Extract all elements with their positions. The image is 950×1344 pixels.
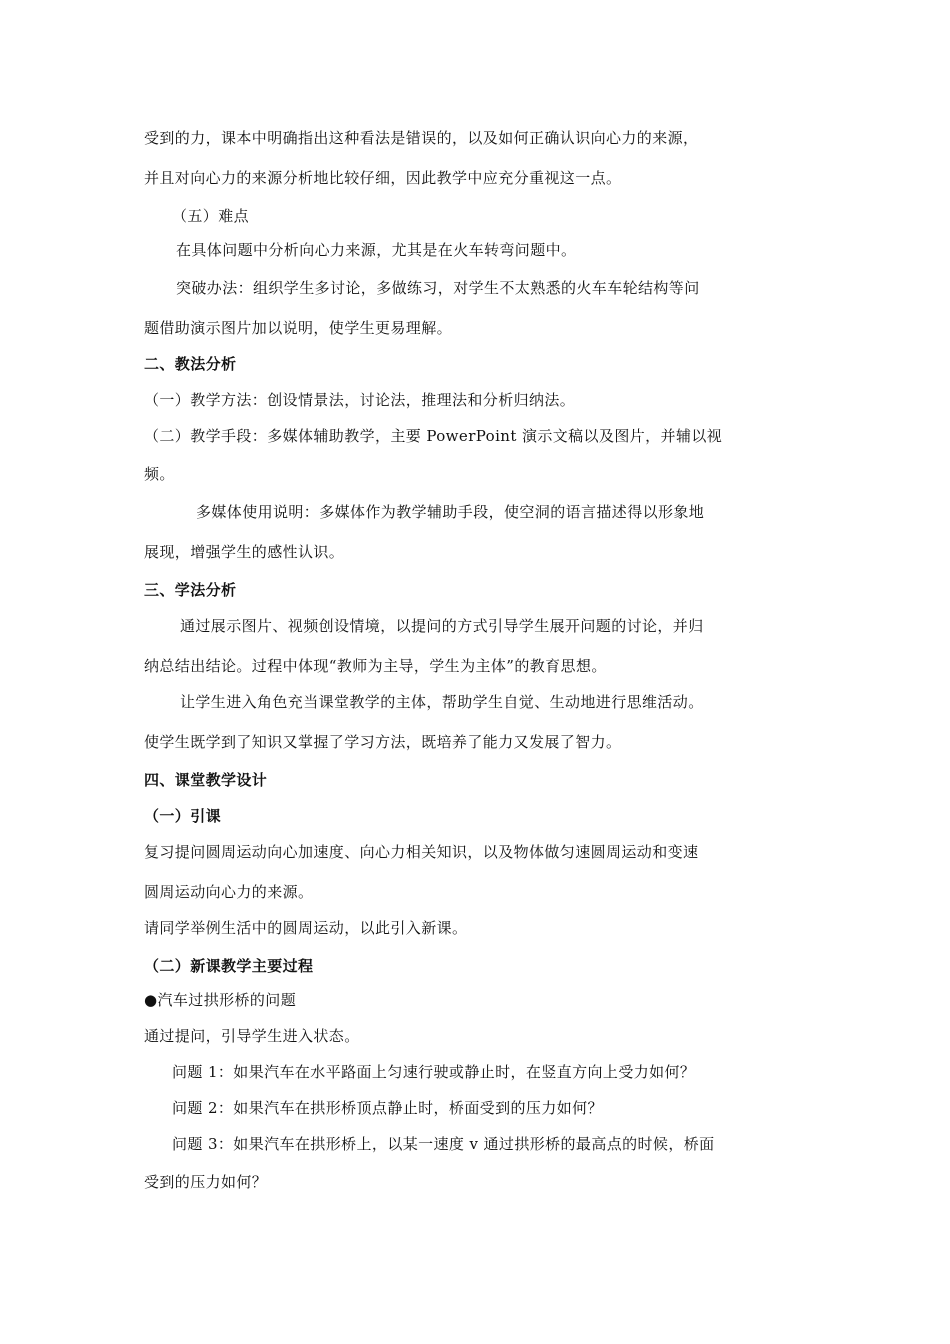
paragraph-line: 受到的力，课本中明确指出这种看法是错误的，以及如何正确认识向心力的来源， — [144, 129, 699, 147]
section-heading: 四、课堂教学设计 — [144, 771, 268, 789]
paragraph-line: 展现，增强学生的感性认识。 — [144, 543, 345, 561]
paragraph-line: 让学生进入角色充当课堂教学的主体，帮助学生自觉、生动地进行思维活动。 — [180, 693, 704, 711]
paragraph-line: 多媒体使用说明：多媒体作为教学辅助手段，使空洞的语言描述得以形象地 — [196, 503, 705, 521]
paragraph-line: 圆周运动向心力的来源。 — [144, 883, 314, 901]
paragraph-line: 复习提问圆周运动向心加速度、向心力相关知识，以及物体做匀速圆周运动和变速 — [144, 843, 699, 861]
paragraph-line: （二）教学手段：多媒体辅助教学，主要 PowerPoint 演示文稿以及图片，并辅以视 — [144, 427, 723, 445]
paragraph-line: 题借助演示图片加以说明，使学生更易理解。 — [144, 319, 453, 337]
question-2: 问题 2：如果汽车在拱形桥顶点静止时，桥面受到的压力如何？ — [172, 1099, 603, 1117]
bullet-item: ●汽车过拱形桥的问题 — [144, 991, 297, 1009]
paragraph-line: 使学生既学到了知识又掌握了学习方法，既培养了能力又发展了智力。 — [144, 733, 622, 751]
question-3: 问题 3：如果汽车在拱形桥上，以某一速度 v 通过拱形桥的最高点的时候，桥面 — [172, 1135, 715, 1153]
paragraph-line: 受到的压力如何？ — [144, 1173, 268, 1191]
paragraph-line: 频。 — [144, 465, 175, 483]
section-heading: 三、学法分析 — [144, 581, 237, 599]
paragraph-line: 通过展示图片、视频创设情境，以提问的方式引导学生展开问题的讨论，并归 — [180, 617, 704, 635]
paragraph-line: 并且对向心力的来源分析地比较仔细，因此教学中应充分重视这一点。 — [144, 169, 622, 187]
paragraph-line: 纳总结出结论。过程中体现“教师为主导，学生为主体”的教育思想。 — [144, 657, 607, 675]
paragraph-line: 通过提问，引导学生进入状态。 — [144, 1027, 360, 1045]
paragraph-line: 在具体问题中分析向心力来源，尤其是在火车转弯问题中。 — [176, 241, 577, 259]
subheading-process: （二）新课教学主要过程 — [144, 957, 314, 975]
paragraph-line: 突破办法：组织学生多讨论，多做练习，对学生不太熟悉的火车车轮结构等问 — [176, 279, 700, 297]
subheading-difficulty: （五）难点 — [172, 207, 250, 225]
paragraph-line: （一）教学方法：创设情景法，讨论法，推理法和分析归纳法。 — [144, 391, 576, 409]
question-1: 问题 1：如果汽车在水平路面上匀速行驶或静止时，在竖直方向上受力如何？ — [172, 1063, 696, 1081]
section-heading: 二、教法分析 — [144, 355, 237, 373]
paragraph-line: 请同学举例生活中的圆周运动，以此引入新课。 — [144, 919, 468, 937]
subheading-intro: （一）引课 — [144, 807, 222, 825]
